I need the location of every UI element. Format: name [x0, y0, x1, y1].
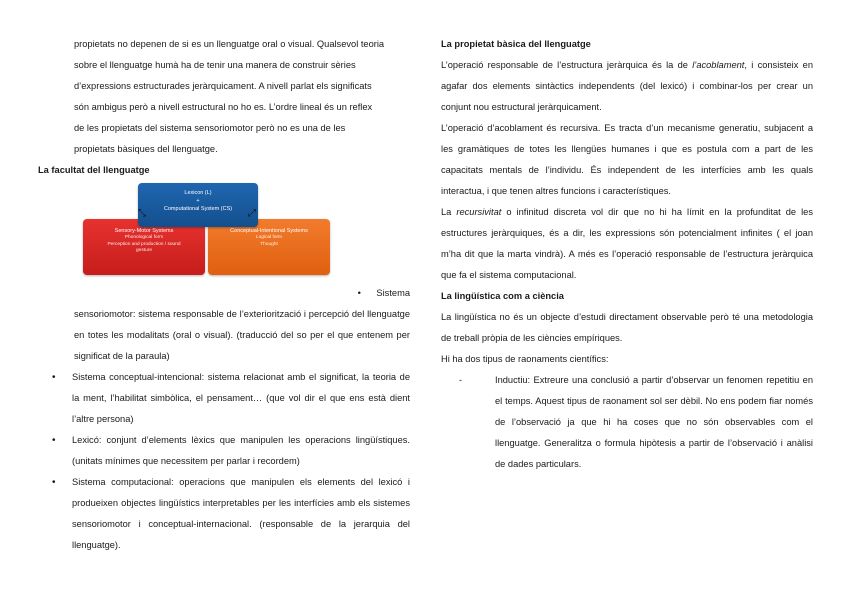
- bullet-sensoriomotor-text: sensoriomotor: sistema responsable de l’exteriorització i percepció del llenguatge en totes les modalitats (oral o visual). (traducció del so per el que entenem per significat de la paraula): [74, 309, 410, 361]
- bullet-list: [38, 367, 410, 556]
- text-run: La: [441, 207, 457, 217]
- intro-paragraph: [38, 34, 410, 160]
- diagram-label: Computational System (CS): [163, 206, 233, 212]
- paragraph-recursivitat: [441, 202, 813, 286]
- text-line: són ambigus però a nivell estructural no ho es. L’ordre lineal és un reflex: [74, 102, 373, 112]
- section-heading-propietat: La propietat bàsica del llenguatge: [441, 39, 591, 49]
- list-item-text: Sistema computacional: operacions que manipulen els elements del lexicó i produeixen objectes lingüístics interpretables per les interfícies amb els sistemes sensoriomotor i conceptual-internacional. (responsable de la jerarquia del llenguatge).: [72, 477, 410, 550]
- paragraph-recursiva: L’operació d’acoblament és recursiva. Es tracta d’un mecanisme generatiu, subjacent a les gramàtiques de totes les llengües humanes i que es postula com a part de les capacitats mentals de l’individu. És independent de les interfícies amb les quals interactua, i que tenen altres funcions i característiques.: [441, 123, 813, 196]
- list-item: [38, 367, 410, 430]
- diagram-sublabel: Perception and production / sound: [107, 241, 181, 247]
- bullet-lead-text: Sistema: [376, 288, 410, 298]
- dash-icon: -: [459, 375, 463, 385]
- list-item: [38, 472, 410, 556]
- diagram-sublabel: Phonological form: [124, 235, 164, 240]
- list-item-text: Lexicó: conjunt d’elements lèxics que manipulen les operacions lingüístiques. (unitats mínimes que necessitem per parlar i recordem): [72, 435, 410, 466]
- text-run: , i consisteix en agafar dos elements sintàctics independents (del lexicó) i combinar-los per crear un conjunt nou estructural jeràrquicament.: [441, 60, 813, 112]
- diagram-box-conceptual: [208, 219, 330, 275]
- list-item-inductiu: [459, 370, 813, 475]
- text-line: sobre el llenguatge humà ha de tenir una manera de construir sèries: [74, 60, 356, 70]
- diagram-arrow-left-icon: ⤡: [138, 208, 146, 219]
- diagram-label: Sensory-Motor Systems: [114, 228, 174, 234]
- bullet-icon: •: [357, 288, 361, 298]
- text-line: propietats no depenen de si es un llenguatge oral o visual. Qualsevol teoria: [74, 39, 385, 49]
- bullet-sensoriomotor-lead: [38, 283, 410, 304]
- section-heading-facultat: La facultat del llenguatge: [38, 165, 150, 175]
- paragraph-raonaments: Hi ha dos tipus de raonaments científics:: [441, 354, 609, 364]
- diagram-arrow-right-icon: ⤢: [248, 208, 256, 219]
- paragraph-linguistica: La lingüística no és un objecte d’estudi directament observable però té una metodologia de treball pròpia de les ciències empíriques.: [441, 312, 813, 343]
- diagram-box-sensory-motor: [83, 219, 205, 275]
- right-column: [441, 34, 813, 475]
- bullet-icon: •: [52, 435, 56, 446]
- bullet-icon: •: [52, 477, 56, 488]
- language-faculty-diagram: [38, 183, 410, 279]
- term-acoblament: l’acoblament: [692, 60, 745, 70]
- text-run: o infinitud discreta vol dir que no hi ha límit en la profunditat de les estructures jeràrquiques, és a dir, les expressions són potencialment infinites ( el joan m’ha dit que la marta vindrà). A més es l’operació responsable de l’estructura jeràrquica que fa el sistema computacional.: [441, 207, 813, 280]
- paragraph-acoblament: [441, 55, 813, 118]
- bullet-icon: •: [52, 372, 56, 383]
- diagram-box-lexicon: [138, 183, 258, 227]
- term-recursivitat: recursivitat: [456, 207, 502, 217]
- list-item-text: Inductiu: Extreure una conclusió a partir d’observar un fenomen repetitiu en el temps. Aquest tipus de raonament sol ser dèbil. No ens podem fiar només de l’observació ja que hi ha coses que no són observables com el llenguatge. Generalitza o formula hipòtesis a partir de l’observació i anàlisi de dades particulars.: [495, 375, 813, 469]
- diagram-label: Conceptual-Intentional Systems: [230, 228, 308, 234]
- text-line: d’expressions estructurades jeràrquicament. A nivell parlat els significats: [74, 81, 372, 91]
- diagram-sublabel: Logical form: [255, 235, 283, 240]
- list-item-text: Sistema conceptual-intencional: sistema relacionat amb el significat, la teoria de la ment, l’habilitat simbòlica, el pensament… (que vol dir el que ens està dient l’altre persona): [72, 372, 410, 424]
- text-line: propietats bàsiques del llenguatge.: [74, 144, 218, 154]
- text-line: de les propietats del sistema sensoriomotor però no es una de les: [74, 123, 346, 133]
- section-heading-linguistica: La lingüística com a ciència: [441, 291, 564, 301]
- text-run: L’operació responsable de l’estructura jeràrquica és la de: [441, 60, 693, 70]
- list-item: [38, 430, 410, 472]
- diagram-sublabel: Thought: [260, 241, 278, 247]
- left-column: [38, 34, 410, 556]
- diagram-label: Lexicon (L): [184, 190, 212, 196]
- diagram-sublabel: gesture: [136, 248, 152, 253]
- diagram-label: +: [196, 198, 200, 204]
